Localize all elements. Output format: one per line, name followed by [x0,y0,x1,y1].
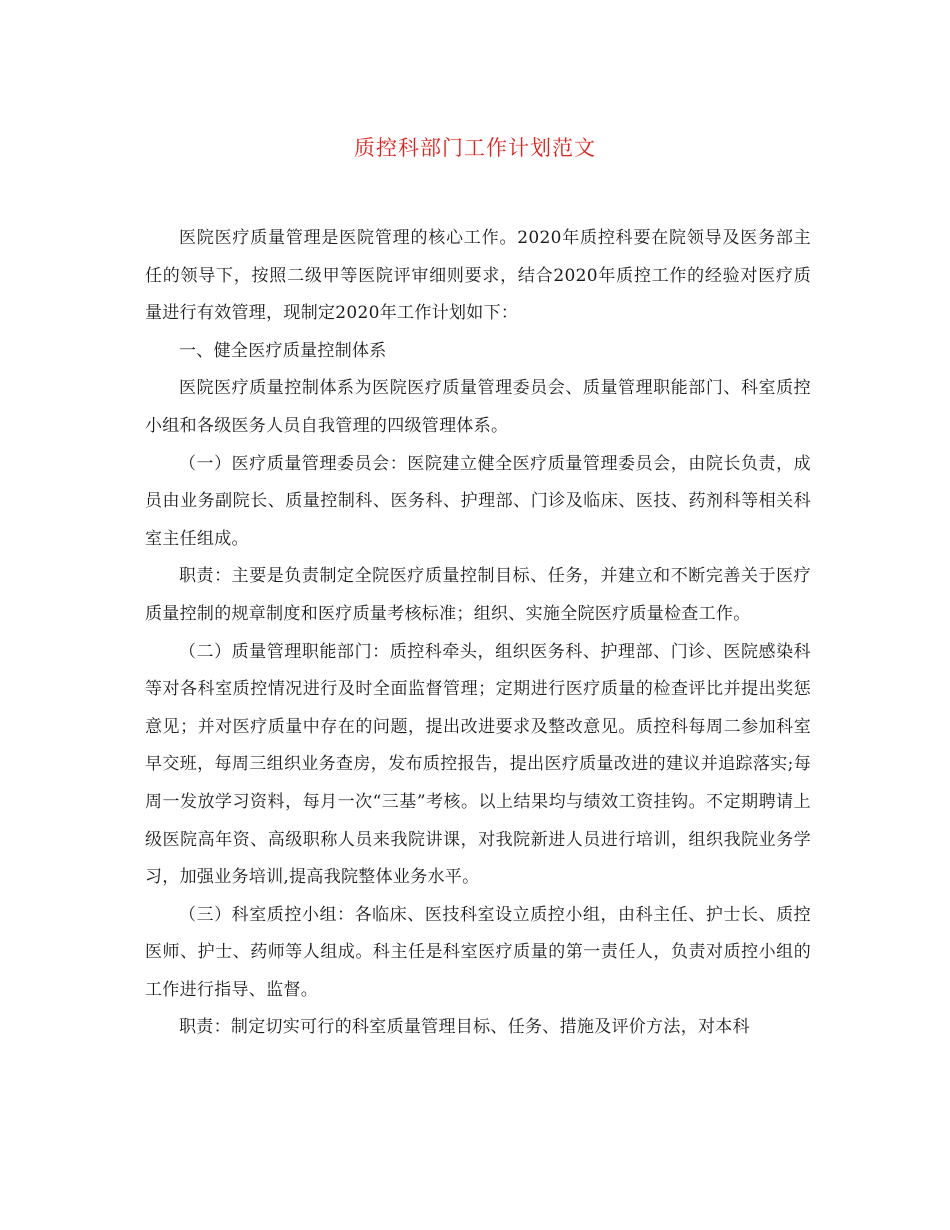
document-body [145,220,811,1047]
paragraph-committee-duties: 职责：主要是负责制定全院医疗质量控制目标、任务，并建立和不断完善关于医疗质量控制的规章制度和医疗质量考核标准；组织、实施全院医疗质量检查工作。 [145,566,811,624]
paragraph-system: 医院医疗质量控制体系为医院医疗质量管理委员会、质量管理职能部门、科室质控小组和各级医务人员自我管理的四级管理体系。 [145,378,811,436]
paragraph-committee: （一）医疗质量管理委员会：医院建立健全医疗质量管理委员会，由院长负责，成员由业务副院长、质量控制科、医务科、护理部、门诊及临床、医技、药剂科等相关科室主任组成。 [145,453,811,549]
section-heading-1: 一、健全医疗质量控制体系 [179,340,387,361]
paragraph-intro: 医院医疗质量管理是医院管理的核心工作。2020年质控科要在院领导及医务部主任的领导下，按照二级甲等医院评审细则要求，结合2020年质控工作的经验对医疗质量进行有效管理，现制定2020年工作计划如下： [145,228,811,324]
paragraph-team-duties: 职责：制定切实可行的科室质量管理目标、任务、措施及评价方法，对本科 [179,1017,750,1038]
paragraph-team: （三）科室质控小组：各临床、医技科室设立质控小组，由科主任、护士长、质控医师、护士、药师等人组成。科主任是科室医疗质量的第一责任人，负责对质控小组的工作进行指导、监督。 [145,904,811,1000]
paragraph-department: （二）质量管理职能部门：质控科牵头，组织医务科、护理部、门诊、医院感染科等对各科室质控情况进行及时全面监督管理；定期进行医疗质量的检查评比并提出奖惩意见；并对医疗质量中存在的问题，提出改进要求及整改意见。质控科每周二参加科室早交班，每周三组织业务查房，发布质控报告，提出医疗质量改进的建议并追踪落实;每周一发放学习资料，每月一次“三基”考核。以上结果均与绩效工资挂钩。不定期聘请上级医院高年资、高级职称人员来我院讲课，对我院新进人员进行培训，组织我院业务学习，加强业务培训,提高我院整体业务水平。 [145,641,811,888]
document-title: 质控科部门工作计划范文 [354,136,596,160]
